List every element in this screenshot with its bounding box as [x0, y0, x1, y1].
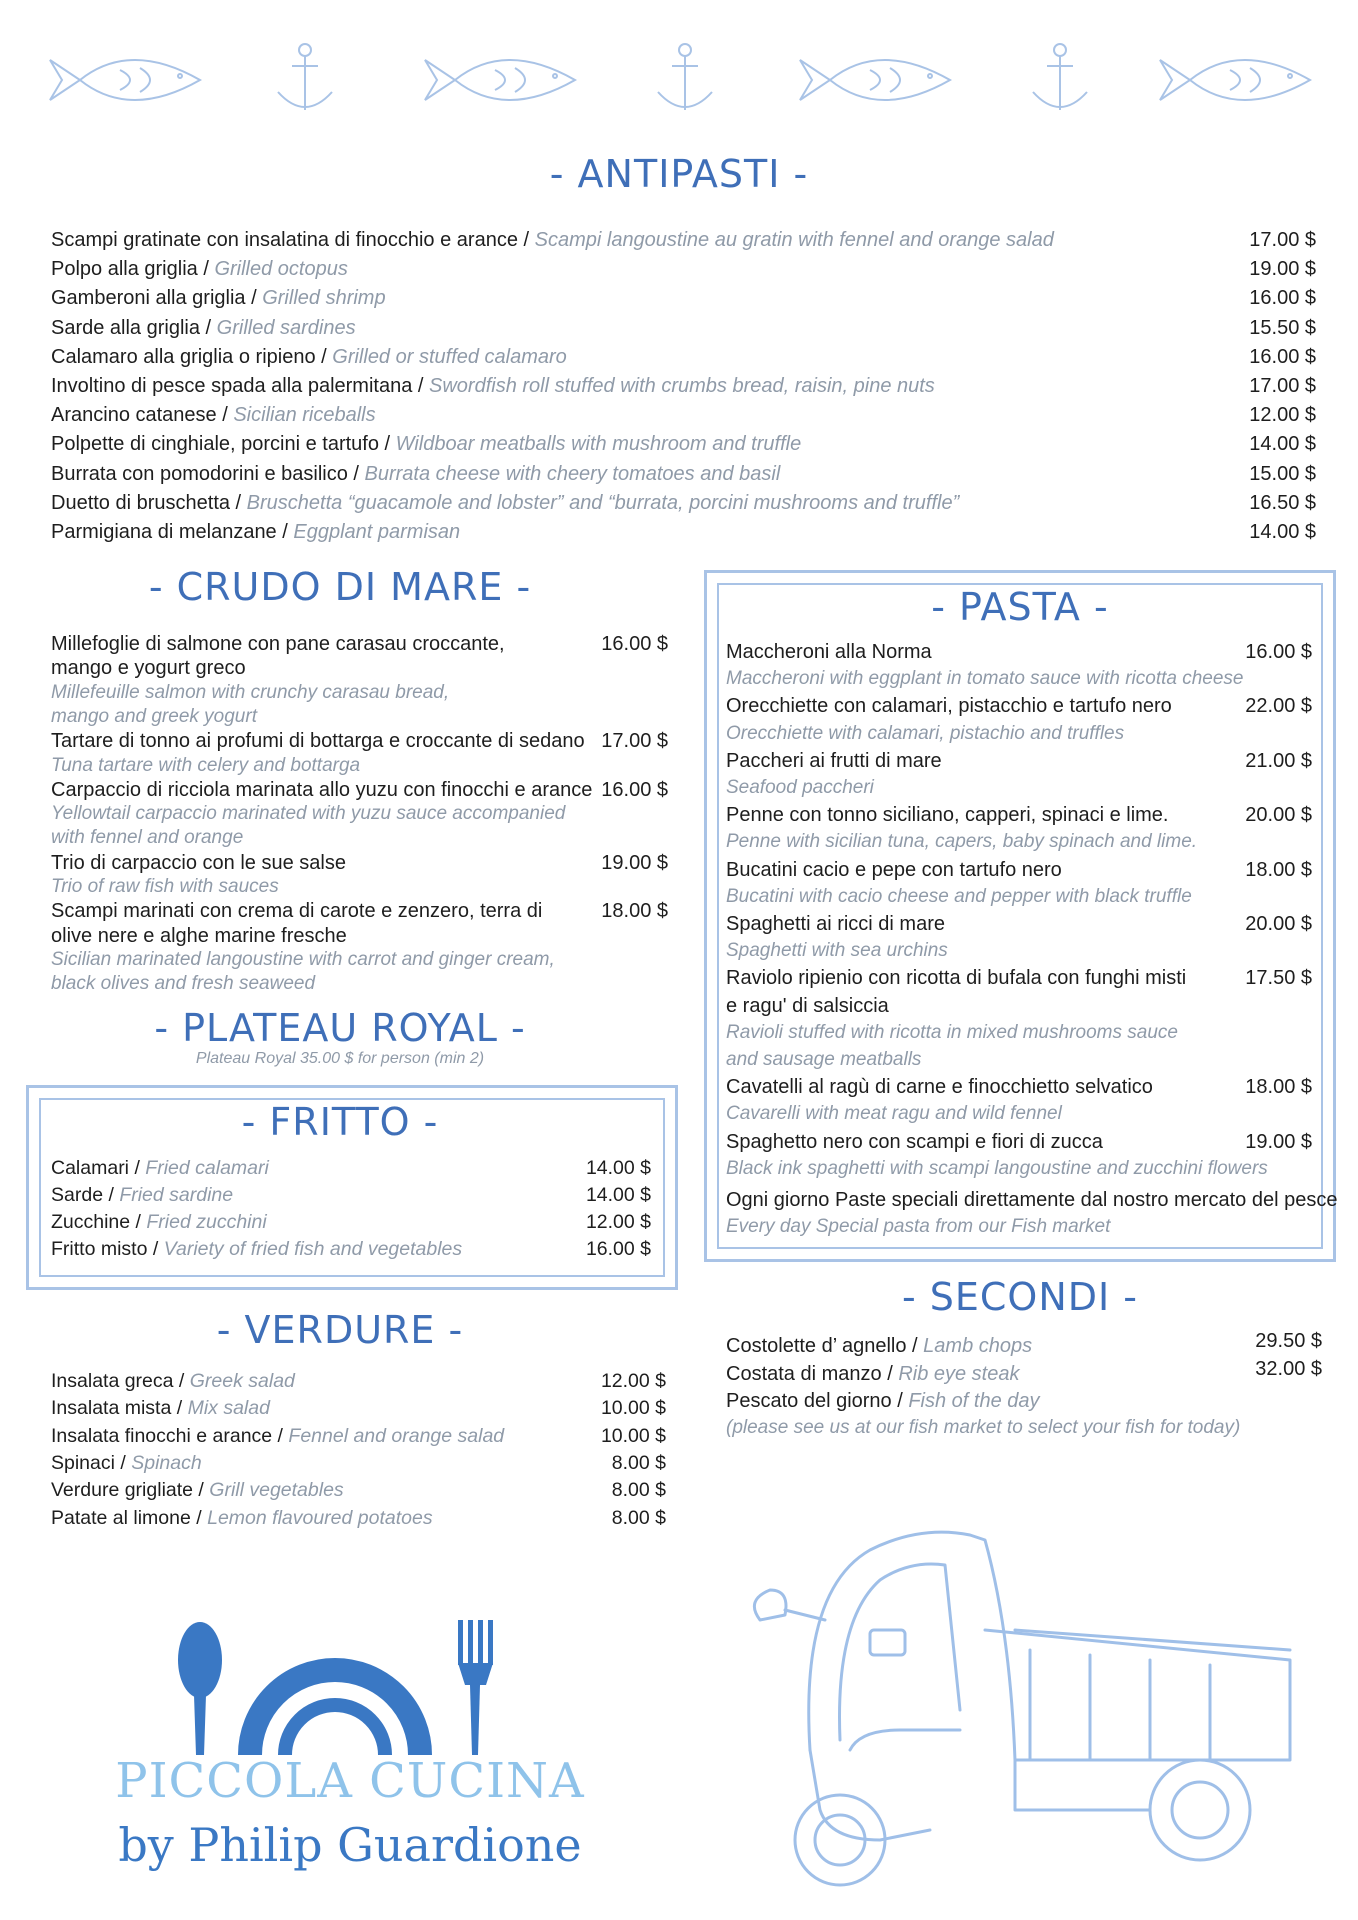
menu-item: [51, 1154, 651, 1182]
menu-item-desc: [51, 1235, 462, 1263]
menu-item-en: Fennel and orange salad: [288, 1424, 505, 1447]
menu-item-en: Variety of fried fish and vegetables: [163, 1238, 463, 1260]
menu-item-desc: [51, 1422, 504, 1450]
menu-item-en: Cavarelli with meat ragu and wild fennel: [726, 1103, 1062, 1125]
menu-item-price: 14.00 $: [585, 1184, 651, 1206]
menu-item-it: Spaghetti ai ricci di mare: [726, 913, 945, 935]
menu-item-desc: [51, 284, 386, 312]
fish-icon: [1160, 60, 1310, 100]
menu-item-it: Polpette di cinghiale, porcini e tartufo: [51, 433, 379, 456]
menu-item-it: Scampi gratinate con insalatina di finocchio e arance: [51, 229, 518, 251]
fish-icon: [425, 60, 575, 100]
menu-item-sep: /: [230, 491, 247, 514]
menu-item-price: 10.00 $: [600, 1397, 666, 1420]
menu-item: [51, 1235, 651, 1263]
menu-item-en: and sausage meatballs: [726, 1049, 922, 1070]
fritto-title: - FRITTO -: [241, 1100, 439, 1144]
menu-item-it: Arancino catanese: [51, 404, 217, 427]
menu-item-it: Calamaro alla griglia o ripieno: [51, 345, 316, 368]
menu-item-sep: /: [517, 229, 535, 251]
menu-item-sep: /: [891, 1390, 909, 1412]
logo-byline: by Philip Guardione: [118, 1818, 582, 1872]
menu-item-price: 14.00 $: [585, 1157, 651, 1179]
menu-item-price: 12.00 $: [600, 1370, 666, 1392]
menu-item-sep: /: [347, 462, 365, 485]
menu-item-en: Fried zucchini: [146, 1211, 267, 1233]
menu-item-sep: /: [147, 1238, 164, 1260]
menu-item-it: Spinaci: [51, 1451, 115, 1474]
menu-item-en: Black ink spaghetti with scampi langoustine and zucchini flowers: [726, 1157, 1268, 1179]
menu-item-price: 14.00 $: [1249, 433, 1316, 456]
menu-item-en: Bucatini with cacio cheese and pepper with black truffle: [726, 885, 1192, 907]
menu-item-it: Raviolo ripienio con ricotta di bufala con funghi misti: [726, 967, 1187, 990]
menu-item-it: Insalata greca: [51, 1370, 174, 1392]
menu-item-it: Paccheri ai frutti di mare: [726, 749, 942, 772]
menu-item: [726, 1389, 1040, 1413]
menu-item-sep: /: [129, 1157, 146, 1179]
plateau-title: - PLATEAU ROYAL -: [154, 1006, 526, 1050]
menu-item-it: e ragu' di salsiccia: [726, 994, 889, 1017]
menu-item-price: 14.00 $: [1249, 521, 1316, 543]
menu-item: [51, 1476, 666, 1504]
menu-item: [51, 372, 1316, 400]
menu-item-price: 17.00 $: [1249, 375, 1316, 397]
menu-item-price: 16.00 $: [601, 778, 668, 801]
menu-item-en: Seafood paccheri: [726, 777, 874, 798]
menu-item-it: mango e yogurt greco: [51, 657, 246, 680]
menu-item-en: Sicilian marinated langoustine with carrot and ginger cream,: [51, 948, 555, 970]
crudo-title: - CRUDO DI MARE -: [148, 565, 532, 609]
menu-item-price: 15.50 $: [1249, 316, 1316, 339]
menu-item-desc: [51, 226, 1054, 254]
menu-item-desc: [51, 314, 356, 342]
menu-item-en: Fried calamari: [145, 1157, 269, 1179]
menu-item: [51, 255, 1316, 283]
menu-item-en: Scampi langoustine au gratin with fennel and orange salad: [534, 229, 1054, 251]
menu-item-sep: /: [130, 1211, 147, 1233]
secondi-title: - SECONDI -: [901, 1275, 1139, 1319]
menu-item-en: Greek salad: [189, 1370, 295, 1392]
menu-item-desc: [51, 343, 567, 371]
menu-item-sep: /: [272, 1424, 289, 1447]
menu-item-price: 17.50 $: [1245, 967, 1312, 990]
menu-item-en: with fennel and orange: [51, 827, 244, 849]
menu-item-en: Lamb chops: [923, 1335, 1033, 1357]
menu-item: [51, 401, 1316, 429]
menu-item-en: Millefeuille salmon with crunchy carasau bread,: [51, 681, 450, 703]
menu-item-it: Tartare di tonno ai profumi di bottarga e croccante di sedano: [51, 730, 585, 753]
menu-item-en: Spinach: [131, 1451, 202, 1474]
menu-item-price: 20.00 $: [1245, 804, 1312, 827]
fish-icon: [50, 60, 200, 100]
pasta-special-it: Ogni giorno Paste speciali direttamente dal nostro mercato del pesce: [726, 1189, 1338, 1211]
menu-item: [51, 460, 1316, 488]
spoon-icon: [178, 1622, 222, 1755]
menu-item-price: 12.00 $: [585, 1211, 651, 1233]
menu-item-desc: [51, 1367, 295, 1395]
menu-item-price: 17.00 $: [601, 730, 668, 753]
menu-item-price: 19.00 $: [1249, 258, 1316, 281]
menu-item-price: 32.00 $: [1255, 1357, 1322, 1380]
menu-item-it: Insalata finocchi e arance: [51, 1424, 273, 1447]
menu-item-desc: [51, 430, 801, 458]
menu-item-desc: [51, 372, 935, 400]
menu-item-it: Sarde: [51, 1184, 104, 1206]
menu-item-sep: /: [412, 375, 430, 397]
logo-mark: [160, 1615, 520, 1775]
menu-item-price: 12.00 $: [1249, 404, 1316, 427]
menu-item-it: Insalata mista: [51, 1397, 172, 1420]
menu-item-desc: [51, 1476, 344, 1504]
menu-item: [51, 1367, 666, 1395]
menu-item-price: 8.00 $: [611, 1451, 666, 1474]
menu-item-en: Eggplant parmisan: [293, 521, 461, 543]
menu-item-it: Involtino di pesce spada alla palermitana: [51, 375, 413, 397]
menu-item-en: Grilled shrimp: [262, 287, 386, 310]
menu-item-price: 16.00 $: [585, 1238, 651, 1260]
menu-item-price: 16.00 $: [1249, 287, 1316, 310]
menu-item-it: Pescato del giorno: [726, 1390, 892, 1412]
menu-item-sep: /: [171, 1397, 188, 1420]
menu-item-desc: [51, 401, 376, 429]
menu-item-sep: /: [906, 1335, 924, 1357]
menu-item-it: Parmigiana di melanzane: [51, 521, 277, 543]
menu-item-en: Fish of the day: [908, 1390, 1040, 1412]
menu-item-it: Duetto di bruschetta: [51, 491, 230, 514]
menu-item-it: Polpo alla griglia: [51, 258, 198, 281]
menu-item-desc: [51, 255, 348, 283]
menu-item-en: Yellowtail carpaccio marinated with yuzu sauce accompanied: [51, 803, 566, 825]
menu-item-sep: /: [197, 258, 215, 281]
menu-item-it: Trio di carpaccio con le sue salse: [51, 851, 346, 874]
menu-item-price: 18.00 $: [1245, 1076, 1312, 1099]
menu-item-en: Lemon flavoured potatoes: [207, 1506, 433, 1529]
menu-item-price: 8.00 $: [611, 1506, 666, 1529]
menu-item-desc: [51, 518, 460, 546]
fork-icon: [458, 1620, 493, 1755]
menu-item-sep: /: [193, 1479, 210, 1502]
menu-item-it: Zucchine: [51, 1211, 131, 1233]
menu-item-it: Verdure grigliate: [51, 1479, 194, 1502]
secondi-note: (please see us at our fish market to select your fish for today): [726, 1417, 1241, 1438]
menu-item-it: Bucatini cacio e pepe con tartufo nero: [726, 858, 1062, 881]
menu-item-en: Sicilian riceballs: [233, 404, 376, 427]
menu-item: [726, 1362, 1019, 1386]
menu-item: [51, 284, 1316, 312]
anchor-icon: [278, 44, 332, 110]
menu-item-it: Maccheroni alla Norma: [726, 641, 932, 663]
menu-item-it: Millefoglie di salmone con pane carasau croccante,: [51, 633, 505, 655]
menu-item-en: Grilled sardines: [216, 316, 356, 339]
menu-item-en: Grill vegetables: [209, 1479, 344, 1502]
menu-item-sep: /: [199, 316, 217, 339]
menu-item: [51, 430, 1316, 458]
logo-name: PICCOLA CUCINA: [115, 1753, 585, 1809]
menu-item-sep: /: [315, 345, 333, 368]
menu-item-desc: [51, 1504, 433, 1532]
menu-item-sep: /: [103, 1184, 120, 1206]
menu-item-price: 8.00 $: [611, 1479, 666, 1502]
menu-item-it: Spaghetto nero con scampi e fiori di zucca: [726, 1130, 1103, 1153]
menu-item-en: Mix salad: [187, 1397, 270, 1420]
menu-item-en: Tuna tartare with celery and bottarga: [51, 754, 361, 776]
menu-item: [51, 1394, 666, 1422]
menu-item-it: Scampi marinati con crema di carote e zenzero, terra di: [51, 900, 543, 923]
menu-item-price: 18.00 $: [1245, 858, 1312, 881]
menu-item-sep: /: [190, 1506, 208, 1529]
menu-item-price: 10.00 $: [600, 1424, 666, 1447]
menu-item-en: Wildboar meatballs with mushroom and truffle: [395, 433, 802, 456]
menu-item: [51, 226, 1316, 254]
menu-item-price: 16.00 $: [1249, 345, 1316, 368]
menu-item-sep: /: [881, 1362, 899, 1385]
menu-item-desc: [51, 1394, 270, 1422]
menu-item-price: 16.00 $: [601, 633, 668, 655]
menu-item-it: olive nere e alghe marine fresche: [51, 924, 347, 947]
menu-item-en: Fried sardine: [119, 1184, 234, 1206]
menu-item: [51, 1422, 666, 1450]
menu-item-desc: [51, 460, 780, 488]
menu-item-price: 16.50 $: [1249, 491, 1316, 514]
menu-item-it: Burrata con pomodorini e basilico: [51, 462, 348, 485]
menu-item-sep: /: [276, 521, 294, 543]
menu-item: [51, 1449, 666, 1477]
menu-item-en: black olives and fresh seaweed: [51, 973, 316, 995]
menu-item-it: Fritto misto: [51, 1238, 148, 1260]
menu-item: [51, 489, 1316, 517]
menu-item-desc: [51, 1154, 269, 1182]
menu-item-en: Rib eye steak: [898, 1362, 1020, 1385]
plate-icon: [250, 1670, 420, 1755]
menu-item-it: Patate al limone: [51, 1506, 191, 1529]
menu-item-price: 22.00 $: [1245, 695, 1312, 718]
menu-item: [51, 1504, 666, 1532]
menu-item: [51, 1208, 651, 1236]
menu-item-price: 17.00 $: [1249, 229, 1316, 251]
menu-item-it: Cavatelli al ragù di carne e finocchietto selvatico: [726, 1076, 1153, 1099]
menu-item-price: 15.00 $: [1249, 462, 1316, 485]
menu-item-en: Swordfish roll stuffed with crumbs bread, raisin, pine nuts: [429, 375, 935, 397]
menu-item-it: Sarde alla griglia: [51, 316, 200, 339]
menu-item-it: Orecchiette con calamari, pistacchio e tartufo nero: [726, 695, 1172, 718]
menu-item-desc: [51, 1181, 233, 1209]
menu-item-sep: /: [173, 1370, 190, 1392]
menu-item-en: Penne with sicilian tuna, capers, baby spinach and lime.: [726, 831, 1198, 853]
menu-item-it: Gamberoni alla griglia: [51, 287, 246, 310]
menu-item-price: 19.00 $: [1245, 1130, 1312, 1153]
menu-item-desc: [51, 1208, 267, 1236]
menu-item-it: Carpaccio di ricciola marinata allo yuzu con finocchi e arance: [51, 778, 593, 801]
menu-item-en: Maccheroni with eggplant in tomato sauce with ricotta cheese: [726, 668, 1244, 690]
fish-icon: [800, 60, 950, 100]
menu-item-en: Spaghetti with sea urchins: [726, 940, 948, 962]
menu-item-price: 29.50 $: [1255, 1330, 1322, 1352]
menu-item-price: 18.00 $: [601, 900, 668, 923]
menu-item: [51, 518, 1316, 546]
menu-item-desc: [51, 1449, 202, 1477]
menu-item-it: Costata di manzo: [726, 1362, 882, 1385]
menu-item: [51, 314, 1316, 342]
menu-item-sep: /: [378, 433, 396, 456]
menu-item-sep: /: [245, 287, 263, 310]
menu-item-en: Grilled octopus: [214, 258, 348, 281]
verdure-title: - VERDURE -: [216, 1308, 464, 1352]
menu-item-sep: /: [216, 404, 234, 427]
menu-item-sep: /: [114, 1451, 132, 1474]
menu-item-en: Bruschetta “guacamole and lobster” and “burrata, porcini mushrooms and truffle”: [246, 491, 960, 514]
menu-item-en: Trio of raw fish with sauces: [51, 876, 279, 897]
menu-item-price: 19.00 $: [601, 851, 668, 874]
menu-item-it: Costolette d’ agnello: [726, 1335, 907, 1357]
menu-item-it: Penne con tonno siciliano, capperi, spinaci e lime.: [726, 804, 1169, 827]
header-decoration: [40, 40, 1330, 120]
menu-item: [726, 1334, 1032, 1358]
menu-item-en: Orecchiette with calamari, pistachio and truffles: [726, 722, 1125, 744]
menu-item-price: 16.00 $: [1245, 641, 1312, 663]
anchor-icon: [1033, 44, 1087, 110]
menu-item-en: Burrata cheese with cheery tomatoes and basil: [364, 462, 781, 485]
ape-truck-illustration: [730, 1510, 1330, 1900]
menu-item-price: 21.00 $: [1245, 749, 1312, 772]
menu-item: [51, 343, 1316, 371]
menu-item-desc: [51, 489, 959, 517]
anchor-icon: [658, 44, 712, 110]
menu-item-en: Grilled or stuffed calamaro: [332, 345, 567, 368]
menu-item-en: mango and greek yogurt: [51, 705, 257, 727]
antipasti-title: - ANTIPASTI -: [549, 152, 809, 196]
menu-item: [51, 1181, 651, 1209]
menu-item-it: Calamari: [51, 1157, 130, 1179]
menu-item-price: 20.00 $: [1245, 913, 1312, 935]
menu-item-en: Ravioli stuffed with ricotta in mixed mushrooms sauce: [726, 1021, 1178, 1043]
pasta-title: - PASTA -: [931, 585, 1109, 629]
plateau-note: Plateau Royal 35.00 $ for person (min 2): [195, 1050, 485, 1067]
pasta-special-en: Every day Special pasta from our Fish market: [726, 1216, 1111, 1237]
